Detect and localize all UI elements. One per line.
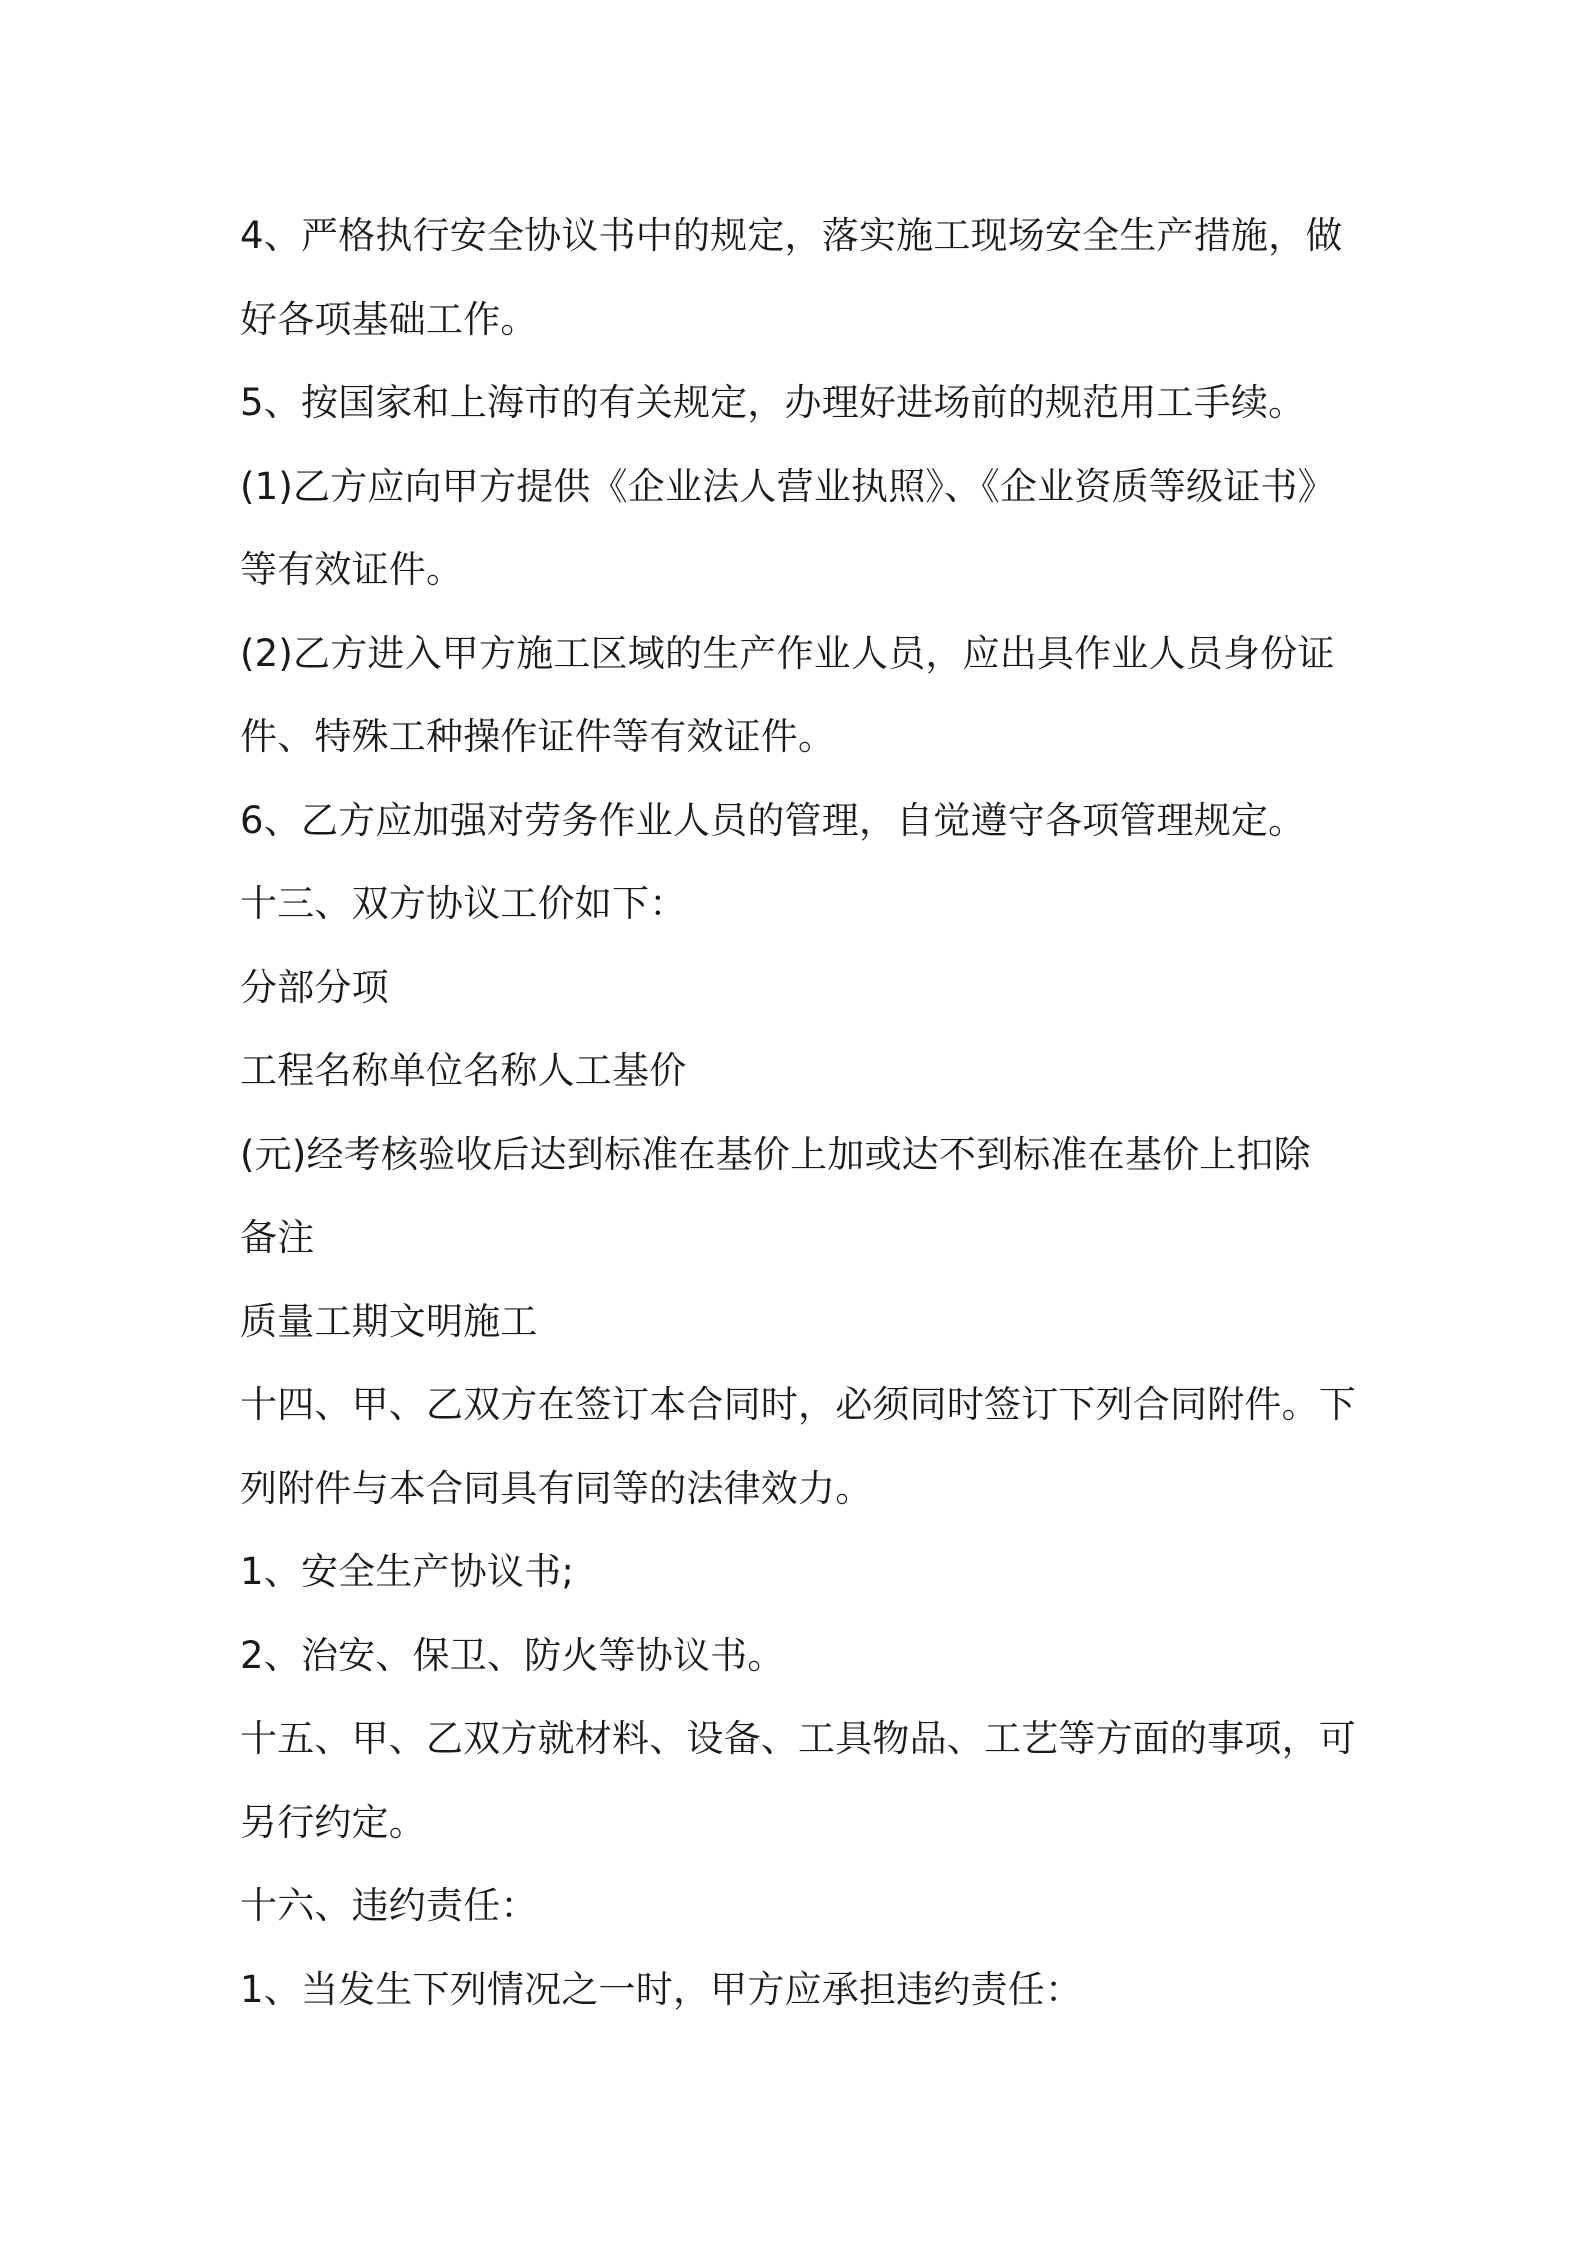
text-line: 好各项基础工作。: [240, 297, 538, 341]
list-item: 2、治安、保卫、防火等协议书。: [240, 1633, 785, 1677]
list-item: 1、当发生下列情况之一时，甲方应承担违约责任：: [240, 1967, 1083, 2011]
text-line: 6、乙方应加强对劳务作业人员的管理，自觉遵守各项管理规定。: [240, 798, 1306, 842]
text-line: 5、按国家和上海市的有关规定，办理好进场前的规范用工手续。: [240, 381, 1306, 424]
section-heading: 十六、违约责任：: [240, 1884, 538, 1927]
text-line: (元)经考核验收后达到标准在基价上加或达不到标准在基价上扣除: [240, 1132, 1311, 1176]
section-heading: 十五、甲、乙双方就材料、设备、工具物品、工艺等方面的事项，可: [240, 1717, 1356, 1760]
text-line: (1)乙方应向甲方提供《企业法人营业执照》、《企业资质等级证书》: [240, 464, 1335, 508]
section-heading: 十三、双方协议工价如下：: [240, 882, 687, 925]
section-heading: 十四、甲、乙双方在签订本合同时，必须同时签订下列合同附件。下: [240, 1383, 1356, 1426]
text-line: 4、严格执行安全协议书中的规定，落实施工现场安全生产措施，做: [240, 214, 1343, 257]
list-item: 1、安全生产协议书;: [240, 1550, 575, 1593]
document-body: [240, 194, 1360, 2031]
text-line: (2)乙方进入甲方施工区域的生产作业人员，应出具作业人员身份证: [240, 631, 1335, 675]
text-line: 分部分项: [240, 965, 389, 1009]
text-line: 备注: [240, 1216, 315, 1259]
text-line: 列附件与本合同具有同等的法律效力。: [240, 1466, 873, 1510]
text-line: 工程名称单位名称人工基价: [240, 1049, 687, 1092]
text-line: 另行约定。: [240, 1800, 426, 1844]
text-line: 件、特殊工种操作证件等有效证件。: [240, 715, 836, 758]
text-line: 质量工期文明施工: [240, 1299, 538, 1343]
text-line: 等有效证件。: [240, 548, 464, 591]
